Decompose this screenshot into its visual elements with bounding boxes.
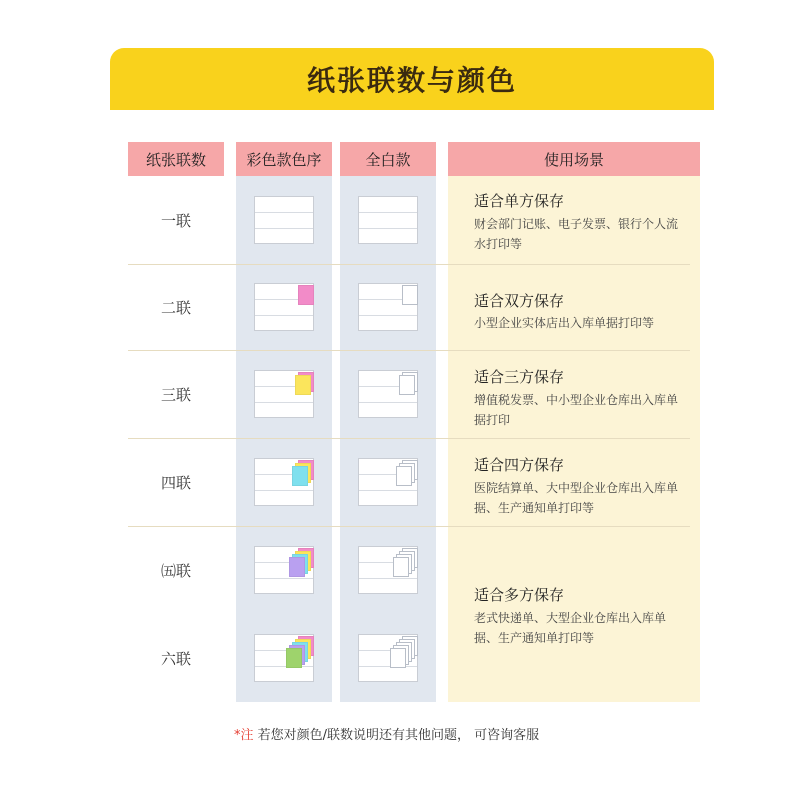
- white-layer-4-3: [396, 466, 412, 486]
- row-label-3: 三联: [160, 385, 191, 404]
- footnote-text: 若您对颜色/联数说明还有其他问题， 可咨询客服: [253, 728, 540, 743]
- row-label-6: 六联: [160, 649, 191, 668]
- white-paper-1: [358, 196, 418, 244]
- usage-title-2: 适合双方保存: [474, 292, 565, 310]
- usage-desc-2: 小型企业实体店出入库单据打印等: [474, 316, 655, 330]
- color-layer-2-1: [298, 285, 314, 305]
- row-label-2: 二联: [160, 298, 191, 317]
- footnote: [234, 724, 539, 743]
- header-layers: 纸张联数: [128, 142, 224, 176]
- white-layer-2-1: [402, 285, 418, 305]
- header-all-white: 全白款: [340, 142, 436, 176]
- color-layer-4-3: [292, 466, 308, 486]
- color-column-bg: [236, 176, 332, 702]
- color-paper-1: [254, 196, 314, 244]
- white-layer-5-4: [393, 557, 409, 577]
- white-layer-3-2: [399, 375, 415, 395]
- usage-title-5: 适合多方保存: [474, 586, 565, 604]
- title-banner: [110, 48, 714, 110]
- row-label-5: ㈤联: [160, 561, 191, 580]
- color-layer-6-5: [286, 648, 302, 668]
- usage-desc-5: 老式快递单、大型企业仓库出入库单据、生产通知单打印等: [474, 611, 667, 645]
- usage-desc-3: 增值税发票、中小型企业仓库出入库单据打印: [474, 393, 679, 427]
- usage-title-1: 适合单方保存: [474, 192, 565, 210]
- usage-desc-1: 财会部门记账、电子发票、银行个人流水打印等: [474, 217, 679, 251]
- color-layer-5-4: [289, 557, 305, 577]
- usage-desc-4: 医院结算单、大中型企业仓库出入库单据、生产通知单打印等: [474, 481, 679, 515]
- color-layer-3-2: [295, 375, 311, 395]
- usage-title-3: 适合三方保存: [474, 368, 565, 386]
- white-layer-6-5: [390, 648, 406, 668]
- header-color-order: 彩色款色序: [236, 142, 332, 176]
- footnote-marker: *注: [234, 728, 254, 743]
- page-title: 纸张联数与颜色: [306, 64, 517, 97]
- header-usage: 使用场景: [448, 142, 700, 176]
- row-label-4: 四联: [160, 473, 191, 492]
- row-label-1: 一联: [160, 211, 191, 230]
- usage-title-4: 适合四方保存: [474, 456, 565, 474]
- white-column-bg: [340, 176, 436, 702]
